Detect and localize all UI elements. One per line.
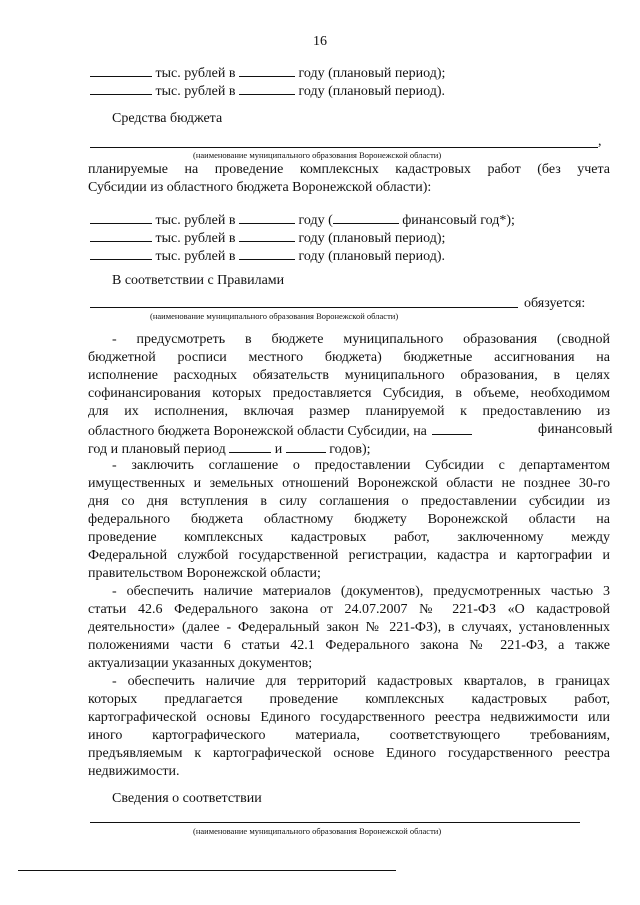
plan-year-blank[interactable] <box>286 439 326 453</box>
amount-blank[interactable] <box>90 81 152 95</box>
page-number: 16 <box>313 34 327 49</box>
fiscal-year-blank[interactable] <box>333 210 399 224</box>
obligation-line: - заключить соглашение о предоставлении Субсидии с департаментом <box>112 458 610 473</box>
amount-label: тыс. рублей в <box>155 66 236 81</box>
planned-text-line1: планируемые на проведение комплексных кадастровых работ (без учета <box>88 162 610 177</box>
fiscal-year-blank[interactable] <box>432 421 472 435</box>
obligation-line: федерального бюджета областному бюджету Воронежской области на <box>88 512 610 527</box>
obligation-line: для их исполнения, включая размер планируемой к предоставлению из <box>88 404 610 419</box>
obligation-line: - обеспечить наличие материалов (документов), предусмотренных частью 3 <box>112 584 610 599</box>
budget-heading: Средства бюджета <box>112 111 223 126</box>
amount-line <box>90 246 445 266</box>
obligation-line: картографической основы Единого государственного реестра недвижимости или <box>88 710 610 725</box>
obligation-line: которых предлагается проведение комплексных кадастровых работ, <box>88 692 610 707</box>
obligation-text: и <box>274 442 283 457</box>
amount-line <box>90 228 445 248</box>
municipality-name-line[interactable] <box>90 147 598 148</box>
obligation-line: исполнение расходных обязательств муниципального образования, в целях <box>88 368 610 383</box>
period-label: году (плановый период); <box>298 66 446 81</box>
obligation-line: недвижимости. <box>88 764 180 779</box>
obligation-line <box>88 439 371 459</box>
amount-line <box>90 210 515 230</box>
footnote-separator <box>18 870 396 871</box>
obligation-line: софинансирования которых предоставляется Субсидия, в объеме, необходимом <box>88 386 610 401</box>
obligation-line <box>88 421 472 441</box>
obligation-line: Федеральной службой государственной регистрации, кадастра и картографии и <box>88 548 610 563</box>
obligation-line: предъявляемым к картографической основе Единого государственного реестра <box>88 746 610 761</box>
year-blank[interactable] <box>239 81 295 95</box>
amount-blank[interactable] <box>90 228 152 242</box>
obligation-line: деятельности» (далее - Федеральный закон № 221-ФЗ), в случаях, установленных <box>88 620 610 635</box>
obligation-line: имущественных и земельных отношений Воронежской области не позднее 30-го <box>88 476 610 491</box>
fiscal-year-label: финансовый год*); <box>402 213 515 228</box>
comma: , <box>598 134 602 149</box>
period-label: году ( <box>298 213 333 228</box>
amount-label: тыс. рублей в <box>155 231 236 246</box>
year-blank[interactable] <box>239 63 295 77</box>
obligation-text: годов); <box>329 442 371 457</box>
municipality-caption: (наименование муниципального образования Воронежской области) <box>193 150 442 160</box>
plan-year-blank[interactable] <box>229 439 271 453</box>
municipality-caption: (наименование муниципального образования Воронежской области) <box>193 826 442 836</box>
obligation-line: положениями части 6 статьи 42.1 Федерального закона № 221-ФЗ, а также <box>88 638 610 653</box>
amount-label: тыс. рублей в <box>155 249 236 264</box>
year-blank[interactable] <box>239 246 295 260</box>
period-line <box>90 81 445 101</box>
period-label: году (плановый период). <box>298 84 446 99</box>
municipality-name-line[interactable] <box>90 307 518 308</box>
amount-label: тыс. рублей в <box>155 213 236 228</box>
obligation-text: год и плановый период <box>88 442 226 457</box>
municipality-caption: (наименование муниципального образования Воронежской области) <box>150 311 399 321</box>
municipality-name-line[interactable] <box>90 822 580 823</box>
rules-heading: В соответствии с Правилами <box>112 273 285 288</box>
obligation-line: правительством Воронежской области; <box>88 566 321 581</box>
obligation-line: иного картографического материала, соответствующего требованиям, <box>88 728 610 743</box>
period-line <box>90 63 445 83</box>
obligation-line: - обеспечить наличие для территорий кадастровых кварталов, в границах <box>112 674 610 689</box>
period-label: году (плановый период); <box>298 231 446 246</box>
amount-blank[interactable] <box>90 63 152 77</box>
period-label: году (плановый период). <box>298 249 446 264</box>
obligation-line: - предусмотреть в бюджете муниципального образования (сводной <box>112 332 610 347</box>
obligation-line: проведение комплексных кадастровых работ, заключенному между <box>88 530 610 545</box>
obligation-text: финансовый <box>538 422 613 437</box>
obligation-text: областного бюджета Воронежской области Субсидии, на <box>88 424 427 439</box>
amount-label: тыс. рублей в <box>155 84 236 99</box>
planned-text-line2: Субсидии из областного бюджета Воронежской области): <box>88 180 432 195</box>
obligation-line: актуализации указанных документов; <box>88 656 313 671</box>
year-blank[interactable] <box>239 210 295 224</box>
obligation-line: статьи 42.6 Федерального закона от 24.07.2007 № 221-ФЗ «О кадастровой <box>88 602 610 617</box>
amount-blank[interactable] <box>90 246 152 260</box>
compliance-heading: Сведения о соответствии <box>112 791 262 806</box>
amount-blank[interactable] <box>90 210 152 224</box>
obliges-label: обязуется: <box>524 296 586 311</box>
year-blank[interactable] <box>239 228 295 242</box>
obligation-line: дня со дня вступления в силу соглашения о предоставлении субсидии из <box>88 494 610 509</box>
obligation-line: бюджетной росписи местного бюджета) бюджетные ассигнования на <box>88 350 610 365</box>
